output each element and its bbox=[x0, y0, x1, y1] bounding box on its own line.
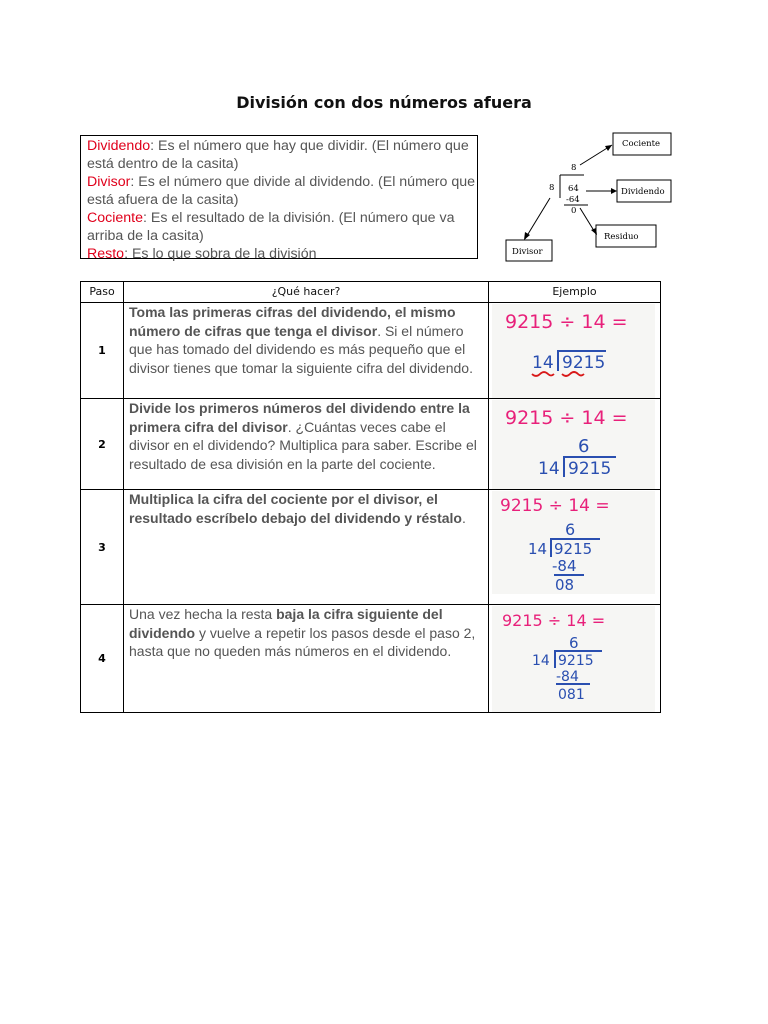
steps-table bbox=[80, 281, 661, 713]
example-divisor: 14 bbox=[538, 459, 560, 479]
diagram-subtract: -64 bbox=[566, 195, 580, 205]
step-number: 3 bbox=[81, 490, 124, 604]
definition-text: : Es el resultado de la división. (El número que va arriba de la casita) bbox=[87, 210, 455, 244]
example-quotient: 6 bbox=[578, 436, 590, 457]
header-paso: Paso bbox=[81, 282, 124, 302]
table-row bbox=[81, 489, 660, 604]
example-equation: 9215 ÷ 14 = bbox=[505, 311, 628, 333]
step-bold-text: baja la cifra siguiente del dividendo bbox=[129, 606, 443, 641]
example-cell bbox=[489, 303, 660, 398]
cociente-label: Cociente bbox=[622, 139, 661, 149]
term-divisor: Divisor bbox=[87, 174, 131, 190]
example-dividend: 9215 bbox=[554, 540, 593, 558]
header-ejemplo: Ejemplo bbox=[552, 285, 597, 298]
divisor-label: Divisor bbox=[512, 247, 543, 257]
diagram-remainder: 0 bbox=[571, 206, 577, 216]
diagram-dividend: 64 bbox=[568, 184, 579, 194]
definition-dividendo bbox=[87, 137, 477, 173]
definition-cociente bbox=[87, 209, 477, 245]
table-row bbox=[81, 302, 660, 398]
example-photo-3 bbox=[492, 491, 655, 594]
definition-text: : Es el número que divide al dividendo. (El número que está afuera de la casita) bbox=[87, 174, 476, 208]
example-dividend: 9215 bbox=[558, 653, 594, 669]
step-plain-text: Una vez hecha la resta bbox=[129, 606, 277, 622]
example-difference: 08 bbox=[555, 576, 575, 594]
term-dividendo: Dividendo bbox=[87, 138, 151, 154]
step-plain-text: . ¿Cuántas veces cabe el divisor en el dividendo? Multiplica para saber. Escribe el resultado de esa división en la parte del cociente. bbox=[129, 418, 477, 472]
example-brought-down: 081 bbox=[558, 687, 585, 703]
diagram-quotient: 8 bbox=[571, 163, 577, 173]
table-row bbox=[81, 604, 660, 712]
example-cell bbox=[489, 490, 660, 604]
step-plain-text: . Si el número que has tomado del dividendo es más pequeño que el divisor tienes que tomar la siguiente cifra del dividendo. bbox=[129, 322, 473, 376]
step-text bbox=[124, 605, 489, 712]
step-plain-text: . bbox=[461, 509, 466, 526]
page-title: División con dos números afuera bbox=[236, 93, 532, 112]
example-quotient: 6 bbox=[565, 520, 576, 539]
step-number: 1 bbox=[81, 303, 124, 398]
example-dividend: 9215 bbox=[568, 459, 612, 479]
step-plain-text: y vuelve a repetir los pasos desde el paso 2, hasta que no queden más números en el dividendo. bbox=[129, 624, 476, 659]
example-quotient: 6 bbox=[569, 634, 579, 652]
example-divisor: 14 bbox=[532, 653, 550, 669]
example-divisor: 14 bbox=[532, 353, 554, 373]
step-bold-text: Divide los primeros números del dividendo entre la primera cifra del divisor bbox=[129, 400, 470, 435]
diagram-divisor: 8 bbox=[549, 183, 555, 193]
example-equation: 9215 ÷ 14 = bbox=[502, 611, 606, 630]
dividendo-label: Dividendo bbox=[621, 187, 665, 197]
example-product: -84 bbox=[556, 669, 579, 685]
example-product: -84 bbox=[552, 557, 577, 575]
example-equation: 9215 ÷ 14 = bbox=[500, 496, 610, 516]
residuo-label: Residuo bbox=[604, 232, 639, 242]
step-number: 4 bbox=[81, 605, 124, 712]
definitions-box bbox=[80, 135, 478, 262]
step-text bbox=[124, 490, 489, 604]
definition-resto bbox=[87, 245, 477, 263]
step-bold-text: Toma las primeras cifras del dividendo, el mismo número de cifras que tenga el divisor bbox=[129, 304, 456, 339]
definition-divisor bbox=[87, 173, 477, 209]
example-cell bbox=[489, 605, 660, 712]
step-text bbox=[124, 303, 489, 398]
definition-text: : Es el número que hay que dividir. (El número que está dentro de la casita) bbox=[87, 138, 469, 172]
step-text bbox=[124, 399, 489, 489]
example-dividend: 9215 bbox=[562, 353, 606, 373]
term-cociente: Cociente bbox=[87, 210, 143, 226]
step-number: 2 bbox=[81, 399, 124, 489]
definition-text: : Es lo que sobra de la división bbox=[124, 246, 317, 262]
example-photo-1 bbox=[492, 304, 655, 398]
table-header-row bbox=[81, 282, 660, 302]
example-cell bbox=[489, 399, 660, 489]
example-photo-4 bbox=[492, 606, 655, 712]
step-bold-text: Multiplica la cifra del cociente por el divisor, el resultado escríbelo debajo del dividendo y réstalo bbox=[129, 491, 462, 526]
term-resto: Resto bbox=[87, 246, 125, 262]
table-row bbox=[81, 398, 660, 489]
example-divisor: 14 bbox=[528, 540, 548, 558]
example-equation: 9215 ÷ 14 = bbox=[505, 407, 628, 429]
example-photo-2 bbox=[492, 400, 655, 489]
division-diagram bbox=[500, 128, 680, 263]
header-que-hacer: ¿Qué hacer? bbox=[124, 282, 489, 302]
